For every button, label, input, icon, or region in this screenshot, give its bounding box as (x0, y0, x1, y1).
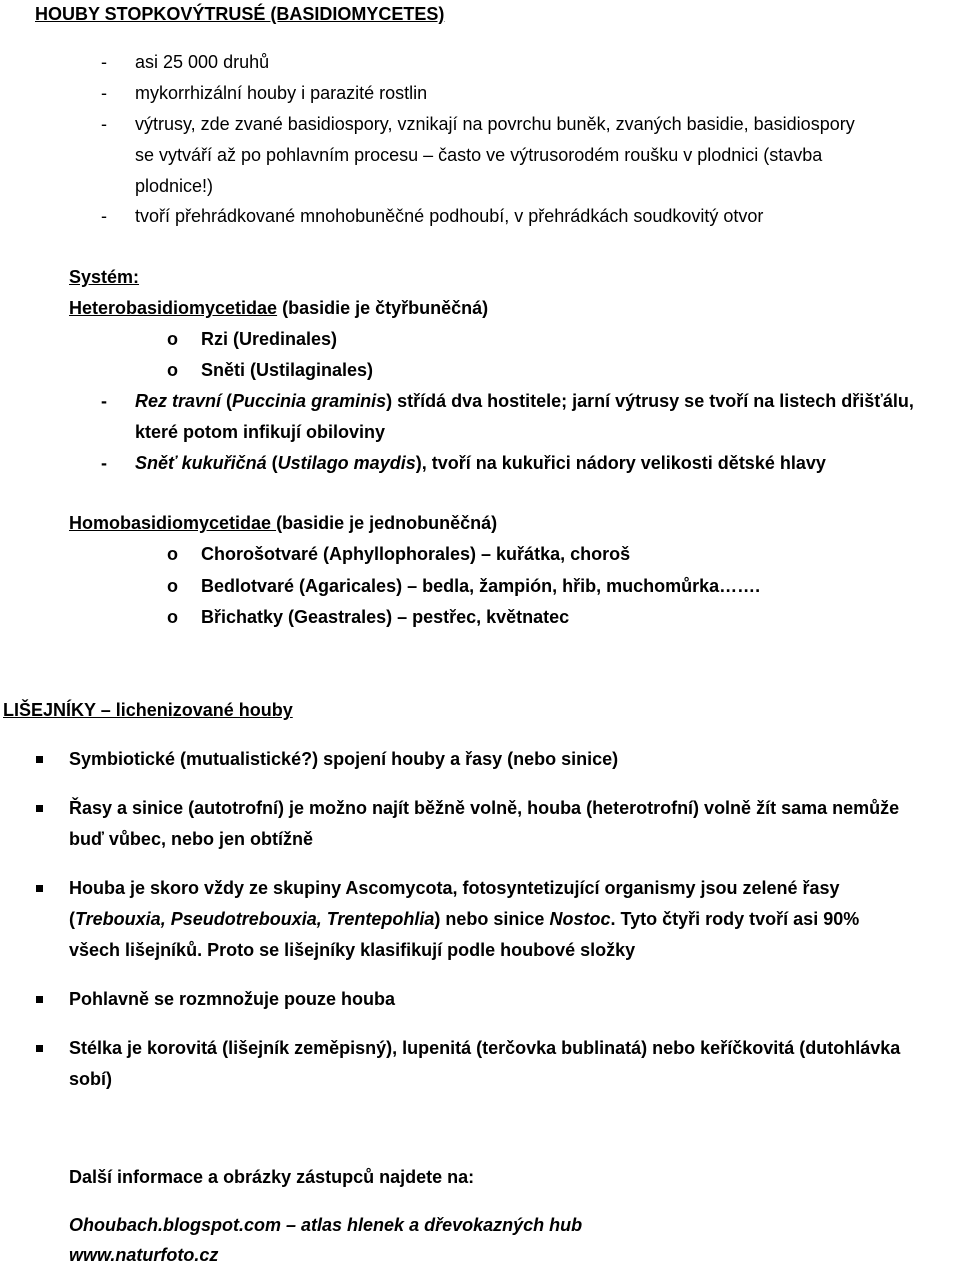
square-bullet-icon (36, 756, 43, 763)
circle-marker: o (167, 544, 178, 564)
bullet-item: tvoří přehrádkované mnohobuněčné podhoubí, v přehrádkách soudkovitý otvor (135, 206, 764, 226)
bullet-continuation: plodnice!) (135, 176, 214, 196)
dash-marker: - (101, 83, 107, 103)
rez-latin: Puccinia graminis (232, 391, 387, 411)
circle-marker: o (167, 360, 178, 380)
paren: ( (69, 909, 75, 929)
dash-marker: - (101, 391, 107, 411)
circle-marker: o (167, 329, 178, 349)
hetero-name: Heterobasidiomycetidae (69, 298, 278, 318)
circle-marker: o (167, 607, 178, 627)
lichen-point: Houba je skoro vždy ze skupiny Ascomycota, fotosyntetizující organismy jsou zelené řasy (69, 878, 840, 898)
algae-genera: Trebouxia, Pseudotrebouxia, Trentepohlia (75, 909, 435, 929)
rez-name: Rez travní (135, 391, 222, 411)
system-label: Systém: (69, 267, 140, 287)
more-info-intro: Další informace a obrázky zástupců najdete na: (69, 1167, 475, 1187)
nostoc-genus: Nostoc (549, 909, 611, 929)
link-line-1 (69, 1214, 582, 1236)
rez-desc: ) střídá dva hostitele; jarní výtrusy se tvoří na listech dřišťálu, (386, 391, 914, 411)
snet-desc: ), tvoří na kukuřici nádory velikosti dětské hlavy (415, 453, 826, 473)
homo-item: Chorošotvaré (Aphyllophorales) – kuřátka, choroš (201, 544, 631, 564)
homo-item: Bedlotvaré (Agaricales) – bedla, žampión, hřib, muchomůrka……. (201, 576, 761, 596)
snet-line (135, 452, 826, 474)
lichen-point-continuation (69, 908, 859, 930)
lichen-point-continuation: sobí) (69, 1069, 112, 1089)
bullet-item: výtrusy, zde zvané basidiospory, vznikají na povrchu buněk, zvaných basidie, basidiospory (135, 114, 855, 134)
dash-marker: - (101, 52, 107, 72)
dash-marker: - (101, 206, 107, 226)
lichen-point: Symbiotické (mutualistické?) spojení houby a řasy (nebo sinice) (69, 749, 619, 769)
dash-marker: - (101, 453, 107, 473)
snet-latin: Ustilago maydis (277, 453, 416, 473)
snet-name: Sněť kukuřičná (135, 453, 267, 473)
paren: ( (221, 391, 233, 411)
homo-note: (basidie je jednobuněčná) (276, 513, 498, 533)
circle-marker: o (167, 576, 178, 596)
homo-item: Břichatky (Geastrales) – pestřec, květnatec (201, 607, 570, 627)
lichen-point-continuation: buď vůbec, nebo jen obtížně (69, 829, 313, 849)
hetero-item: Sněti (Ustilaginales) (201, 360, 374, 380)
square-bullet-icon (36, 1045, 43, 1052)
lichen-point: Pohlavně se rozmnožuje pouze houba (69, 989, 396, 1009)
lichen-text: ) nebo sinice (434, 909, 550, 929)
bullet-item: mykorrhizální houby i parazité rostlin (135, 83, 428, 103)
paren: ( (266, 453, 278, 473)
square-bullet-icon (36, 885, 43, 892)
link-naturfoto[interactable]: www.naturfoto.cz (69, 1245, 219, 1265)
square-bullet-icon (36, 996, 43, 1003)
link-description: – atlas hlenek a dřevokazných hub (281, 1215, 583, 1235)
bullet-continuation: se vytváří až po pohlavním procesu – často ve výtrusorodém roušku v plodnici (stavba (135, 145, 823, 165)
link-ohoubach[interactable]: Ohoubach.blogspot.com (69, 1215, 281, 1235)
hetero-heading (69, 297, 488, 319)
lichen-point: Řasy a sinice (autotrofní) je možno najít běžně volně, houba (heterotrofní) volně žít sama nemůže (69, 798, 900, 818)
lichen-text: . Tyto čtyři rody tvoří asi 90% (610, 909, 860, 929)
rez-continuation: které potom infikují obiloviny (135, 422, 386, 442)
lichen-point-continuation: všech lišejníků. Proto se lišejníky klasifikují podle houbové složky (69, 940, 636, 960)
rez-line (135, 390, 914, 412)
section-title-lichens: LIŠEJNÍKY – lichenizované houby (3, 700, 293, 720)
dash-marker: - (101, 114, 107, 134)
bullet-item: asi 25 000 druhů (135, 52, 270, 72)
homo-name: Homobasidiomycetidae (69, 513, 277, 533)
homo-heading (69, 512, 497, 534)
hetero-item: Rzi (Uredinales) (201, 329, 338, 349)
lichen-point: Stélka je korovitá (lišejník zeměpisný), lupenitá (terčovka bublinatá) nebo keříčkovitá (dutohlávka (69, 1038, 901, 1058)
hetero-note: (basidie je čtyřbuněčná) (277, 298, 489, 318)
square-bullet-icon (36, 805, 43, 812)
section-title-basidiomycetes: HOUBY STOPKOVÝTRUSÉ (BASIDIOMYCETES) (35, 4, 445, 24)
